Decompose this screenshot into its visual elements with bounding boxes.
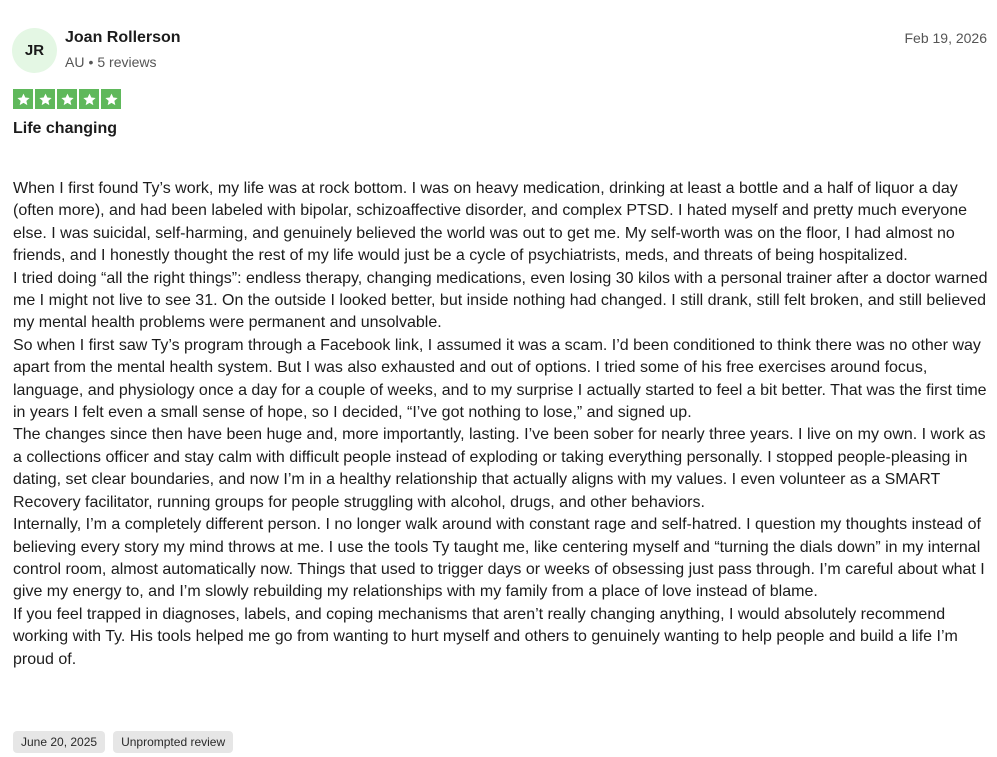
star-icon: [16, 92, 31, 107]
review-paragraph: Internally, I’m a completely different person. I no longer walk around with constant rage and self-hatred. I question my thoughts instead of believing every story my mind throws at me. I use the tools Ty taught me, like centering myself and “turning the dials down” in my internal control room, almost automatically now. Things that used to trigger days or weeks of obsessing just pass through. I’m careful about what I give my energy to, and I’m slowly rebuilding my relationships with my family from a place of love instead of blame.: [13, 516, 985, 601]
review-tags: [13, 731, 233, 753]
reviewer-review-count[interactable]: 5 reviews: [97, 54, 157, 70]
star-icon: [38, 92, 53, 107]
star-icon: [82, 92, 97, 107]
unprompted-review-tag[interactable]: Unprompted review: [113, 731, 233, 753]
star-icon: [104, 92, 119, 107]
star-box: [79, 89, 99, 109]
meta-separator: •: [88, 54, 94, 70]
experience-date-tag: June 20, 2025: [13, 731, 105, 753]
star-icon: [60, 92, 75, 107]
review-paragraph: So when I first saw Ty’s program through a Facebook link, I assumed it was a scam. I’d been conditioned to think there was no other way apart from the mental health system. But I was also exhausted and out of options. I tried some of his free exercises around focus, language, and physiology once a day for a couple of weeks, and to my surprise I actually started to feel a bit better. That was the first time in years I felt even a small sense of hope, so I decided, “I’ve got nothing to lose,” and signed up.: [13, 336, 987, 422]
review-paragraph: When I first found Ty’s work, my life was at rock bottom. I was on heavy medication, drinking at least a bottle and a half of liquor a day (often more), and had been labeled with bipolar, schizoaffective disorder, and complex PTSD. I hated myself and pretty much everyone else. I was suicidal, self-harming, and genuinely believed the world was out to get me. My self-worth was on the floor, I had almost no friends, and I honestly thought the rest of my life would just be a cycle of psychiatrists, meds, and threats of being hospitalized.: [13, 180, 968, 265]
reviewer-country: AU: [65, 54, 85, 70]
review-date: Feb 19, 2026: [904, 30, 987, 46]
star-box: [13, 89, 33, 109]
star-rating: [13, 89, 121, 109]
star-box: [57, 89, 77, 109]
star-box: [101, 89, 121, 109]
review-paragraph: If you feel trapped in diagnoses, labels, and coping mechanisms that aren’t really changing anything, I would absolutely recommend working with Ty. His tools helped me go from wanting to hurt myself and others to genuinely wanting to help people and build a life I’m proud of.: [13, 605, 958, 668]
avatar-initials: JR: [24, 42, 45, 59]
review-title[interactable]: Life changing: [13, 120, 117, 137]
review-paragraph: I tried doing “all the right things”: endless therapy, changing medications, even losing 30 kilos with a personal trainer after a doctor warned me I might not live to see 31. On the outside I looked better, but inside nothing had changed. I still drank, still felt broken, and still believed my mental health problems were permanent and unsolvable.: [13, 269, 988, 332]
review-paragraph: The changes since then have been huge and, more importantly, lasting. I’ve been sober for nearly three years. I live on my own. I work as a collections officer and stay calm with difficult people instead of exploding or taking everything personally. I stopped people-pleasing in dating, set clear boundaries, and now I’m in a healthy relationship that actually aligns with my values. I even volunteer as a SMART Recovery facilitator, running groups for people struggling with alcohol, drugs, and other behaviors.: [13, 426, 986, 511]
avatar[interactable]: [12, 28, 57, 73]
star-box: [35, 89, 55, 109]
reviewer-name[interactable]: Joan Rollerson: [65, 29, 181, 46]
reviewer-meta: [65, 54, 157, 70]
review-body: [13, 178, 993, 671]
